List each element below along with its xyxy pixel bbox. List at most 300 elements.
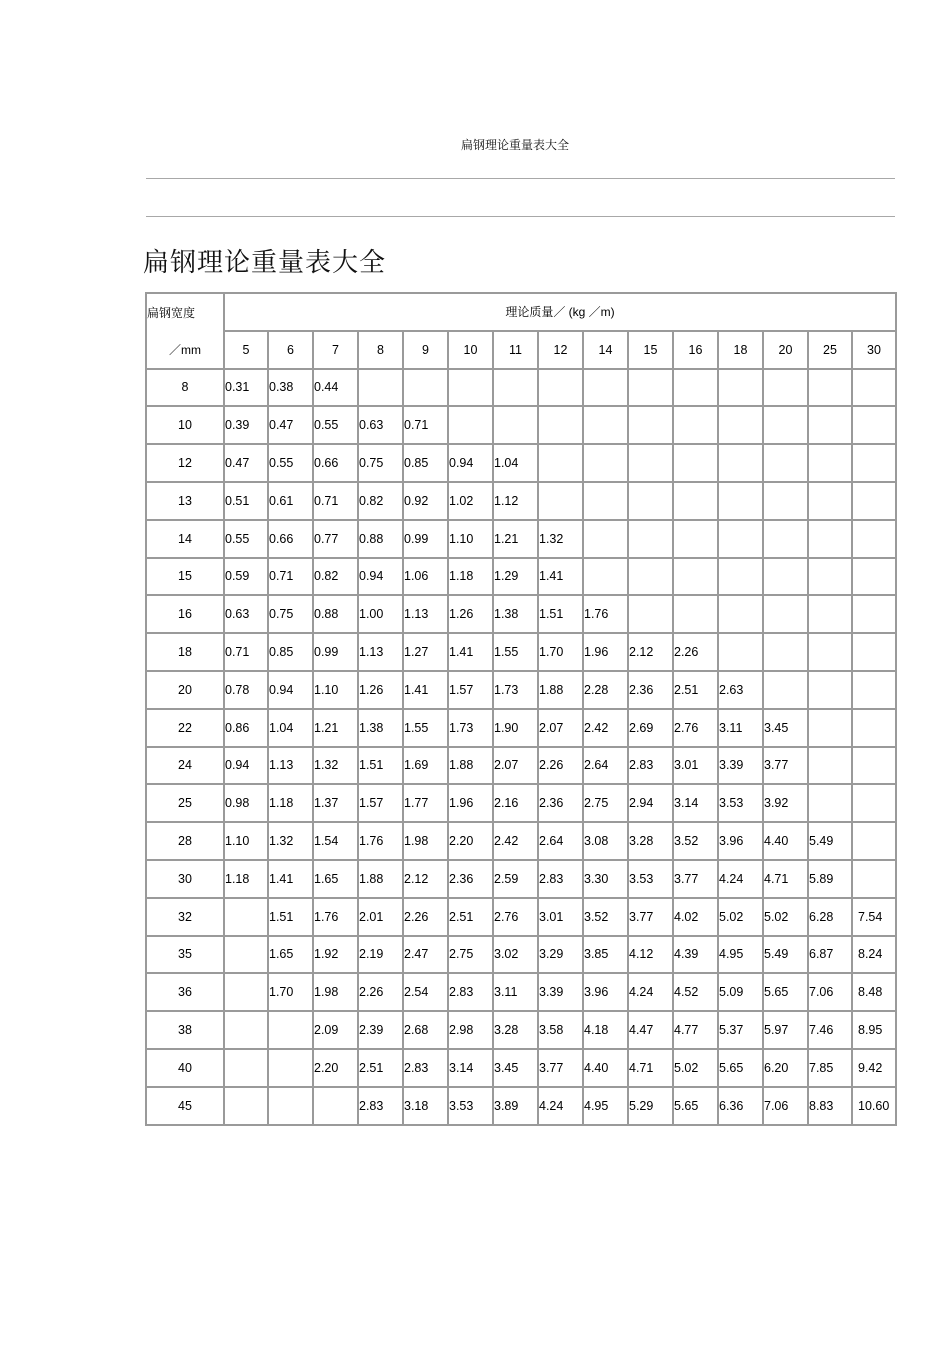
weight-cell: 1.10 <box>314 672 359 710</box>
weight-cell <box>674 407 719 445</box>
weight-cell: 2.51 <box>674 672 719 710</box>
weight-cell: 0.71 <box>225 634 269 672</box>
weight-cell: 1.57 <box>359 785 404 823</box>
corner-unit: ／mm <box>147 332 225 370</box>
weight-cell: 1.76 <box>359 823 404 861</box>
weight-cell: 3.28 <box>629 823 674 861</box>
weight-cell <box>853 710 897 748</box>
header-divider <box>146 178 895 179</box>
thickness-header: 6 <box>269 332 314 370</box>
weight-cell: 3.39 <box>539 974 584 1012</box>
weight-cell <box>674 483 719 521</box>
weight-cell: 1.32 <box>314 748 359 786</box>
weight-cell: 4.95 <box>719 937 764 975</box>
weight-cell: 3.28 <box>494 1012 539 1050</box>
weight-cell: 2.76 <box>674 710 719 748</box>
row-width: 28 <box>147 823 225 861</box>
weight-cell: 1.51 <box>269 899 314 937</box>
weight-cell: 2.09 <box>314 1012 359 1050</box>
weight-cell: 8.48 <box>853 974 897 1012</box>
row-width: 45 <box>147 1088 225 1126</box>
weight-cell: 0.75 <box>359 445 404 483</box>
weight-cell <box>629 445 674 483</box>
thickness-header: 12 <box>539 332 584 370</box>
weight-cell: 2.07 <box>539 710 584 748</box>
weight-cell: 3.01 <box>539 899 584 937</box>
weight-cell: 4.40 <box>764 823 809 861</box>
weight-cell: 2.51 <box>449 899 494 937</box>
weight-cell: 0.78 <box>225 672 269 710</box>
weight-cell: 2.83 <box>629 748 674 786</box>
weight-cell <box>853 748 897 786</box>
weight-cell: 2.01 <box>359 899 404 937</box>
weight-cell: 3.29 <box>539 937 584 975</box>
weight-cell: 4.12 <box>629 937 674 975</box>
weight-cell: 3.77 <box>674 861 719 899</box>
weight-cell: 1.10 <box>225 823 269 861</box>
weight-cell: 1.18 <box>449 559 494 597</box>
weight-cell: 2.07 <box>494 748 539 786</box>
weight-cell: 4.95 <box>584 1088 629 1126</box>
weight-cell: 2.36 <box>449 861 494 899</box>
weight-cell: 2.59 <box>494 861 539 899</box>
weight-cell: 1.38 <box>359 710 404 748</box>
weight-cell: 1.55 <box>494 634 539 672</box>
weight-cell: 3.30 <box>584 861 629 899</box>
weight-cell <box>809 672 853 710</box>
weight-cell <box>584 559 629 597</box>
weight-cell: 3.14 <box>674 785 719 823</box>
weight-cell: 1.70 <box>539 634 584 672</box>
weight-cell: 3.85 <box>584 937 629 975</box>
weight-cell: 0.99 <box>404 521 449 559</box>
table-row <box>147 483 897 521</box>
weight-cell <box>539 370 584 408</box>
weight-cell: 2.76 <box>494 899 539 937</box>
weight-cell: 3.77 <box>629 899 674 937</box>
weight-cell: 1.88 <box>449 748 494 786</box>
weight-cell: 3.52 <box>674 823 719 861</box>
weight-cell: 3.58 <box>539 1012 584 1050</box>
weight-cell: 1.90 <box>494 710 539 748</box>
weight-cell: 1.18 <box>225 861 269 899</box>
weight-cell: 2.19 <box>359 937 404 975</box>
weight-cell: 5.65 <box>764 974 809 1012</box>
row-width: 16 <box>147 596 225 634</box>
mass-header: 理论质量／ (kg ／m) <box>225 294 897 332</box>
weight-cell: 4.77 <box>674 1012 719 1050</box>
weight-cell: 0.88 <box>359 521 404 559</box>
weight-cell <box>764 559 809 597</box>
weight-cell: 1.26 <box>359 672 404 710</box>
weight-cell <box>853 823 897 861</box>
table-row <box>147 407 897 445</box>
weight-cell: 1.37 <box>314 785 359 823</box>
weight-cell: 7.85 <box>809 1050 853 1088</box>
weight-cell: 10.60 <box>853 1088 897 1126</box>
weight-cell: 0.63 <box>359 407 404 445</box>
weight-cell: 4.47 <box>629 1012 674 1050</box>
table-row <box>147 672 897 710</box>
weight-cell: 1.12 <box>494 483 539 521</box>
weight-cell: 0.92 <box>404 483 449 521</box>
weight-cell <box>225 974 269 1012</box>
weight-cell <box>359 370 404 408</box>
table-row <box>147 596 897 634</box>
weight-cell: 3.01 <box>674 748 719 786</box>
weight-cell: 1.65 <box>314 861 359 899</box>
weight-cell: 1.92 <box>314 937 359 975</box>
thickness-header: 11 <box>494 332 539 370</box>
weight-cell: 1.41 <box>269 861 314 899</box>
weight-cell <box>449 370 494 408</box>
weight-cell: 4.02 <box>674 899 719 937</box>
corner-label: 扁钢宽度 <box>147 294 225 332</box>
weight-cell: 0.98 <box>225 785 269 823</box>
weight-cell <box>539 407 584 445</box>
weight-cell <box>853 521 897 559</box>
weight-cell: 0.59 <box>225 559 269 597</box>
weight-cell <box>764 634 809 672</box>
weight-cell <box>853 672 897 710</box>
weight-cell: 2.75 <box>449 937 494 975</box>
thickness-header: 9 <box>404 332 449 370</box>
weight-cell <box>584 483 629 521</box>
weight-cell: 6.28 <box>809 899 853 937</box>
weight-cell: 2.12 <box>629 634 674 672</box>
weight-cell <box>764 483 809 521</box>
weight-cell: 5.65 <box>719 1050 764 1088</box>
weight-cell <box>269 1088 314 1126</box>
weight-cell: 5.89 <box>809 861 853 899</box>
weight-cell: 1.98 <box>404 823 449 861</box>
weight-cell: 1.13 <box>359 634 404 672</box>
weight-cell: 0.94 <box>225 748 269 786</box>
weight-cell: 7.06 <box>764 1088 809 1126</box>
weight-cell: 1.73 <box>449 710 494 748</box>
weight-cell <box>853 559 897 597</box>
weight-cell <box>314 1088 359 1126</box>
weight-cell: 4.24 <box>629 974 674 1012</box>
weight-cell: 0.75 <box>269 596 314 634</box>
weight-cell: 1.27 <box>404 634 449 672</box>
weight-cell: 1.76 <box>584 596 629 634</box>
weight-cell: 1.57 <box>449 672 494 710</box>
weight-cell: 2.26 <box>539 748 584 786</box>
row-width: 10 <box>147 407 225 445</box>
table-row <box>147 861 897 899</box>
weight-cell <box>225 899 269 937</box>
weight-cell: 3.89 <box>494 1088 539 1126</box>
weight-cell <box>809 634 853 672</box>
weight-cell: 3.77 <box>764 748 809 786</box>
weight-cell: 3.11 <box>494 974 539 1012</box>
weight-cell: 1.76 <box>314 899 359 937</box>
weight-cell: 5.02 <box>764 899 809 937</box>
weight-cell <box>539 483 584 521</box>
weight-cell: 1.32 <box>269 823 314 861</box>
weight-cell <box>809 559 853 597</box>
weight-cell: 4.24 <box>719 861 764 899</box>
weight-cell: 1.13 <box>269 748 314 786</box>
weight-cell <box>719 559 764 597</box>
flat-steel-weight-table <box>145 292 897 1126</box>
table-row <box>147 1050 897 1088</box>
weight-cell: 0.77 <box>314 521 359 559</box>
weight-cell <box>853 483 897 521</box>
weight-cell: 7.46 <box>809 1012 853 1050</box>
weight-cell: 8.83 <box>809 1088 853 1126</box>
weight-cell <box>674 596 719 634</box>
weight-cell: 0.55 <box>314 407 359 445</box>
weight-cell <box>853 407 897 445</box>
weight-cell: 5.49 <box>809 823 853 861</box>
table-row <box>147 370 897 408</box>
weight-cell: 1.18 <box>269 785 314 823</box>
table-row <box>147 710 897 748</box>
header-row-thickness <box>147 332 897 370</box>
weight-cell: 2.26 <box>359 974 404 1012</box>
weight-cell: 4.40 <box>584 1050 629 1088</box>
weight-cell <box>629 370 674 408</box>
weight-cell: 3.52 <box>584 899 629 937</box>
weight-cell: 8.24 <box>853 937 897 975</box>
weight-cell: 2.20 <box>449 823 494 861</box>
weight-cell: 2.36 <box>629 672 674 710</box>
weight-cell: 5.65 <box>674 1088 719 1126</box>
weight-cell: 7.06 <box>809 974 853 1012</box>
table-row <box>147 748 897 786</box>
weight-cell <box>584 521 629 559</box>
weight-cell: 1.51 <box>539 596 584 634</box>
weight-cell <box>719 483 764 521</box>
header-row-mass <box>147 294 897 332</box>
running-header: 扁钢理论重量表大全 <box>460 138 569 152</box>
weight-cell: 1.02 <box>449 483 494 521</box>
weight-cell: 3.18 <box>404 1088 449 1126</box>
weight-cell <box>225 1012 269 1050</box>
weight-cell <box>809 785 853 823</box>
row-width: 40 <box>147 1050 225 1088</box>
weight-cell: 4.18 <box>584 1012 629 1050</box>
weight-cell: 1.06 <box>404 559 449 597</box>
weight-cell: 2.63 <box>719 672 764 710</box>
weight-cell: 2.69 <box>629 710 674 748</box>
weight-cell <box>719 596 764 634</box>
row-width: 24 <box>147 748 225 786</box>
weight-cell: 6.87 <box>809 937 853 975</box>
weight-cell: 0.85 <box>404 445 449 483</box>
weight-cell <box>584 445 629 483</box>
weight-cell: 2.12 <box>404 861 449 899</box>
weight-cell: 0.66 <box>314 445 359 483</box>
weight-cell <box>764 672 809 710</box>
weight-cell: 3.45 <box>764 710 809 748</box>
row-width: 15 <box>147 559 225 597</box>
weight-cell: 0.71 <box>314 483 359 521</box>
thickness-header: 16 <box>674 332 719 370</box>
weight-cell: 2.83 <box>539 861 584 899</box>
weight-cell: 0.94 <box>359 559 404 597</box>
weight-cell <box>853 596 897 634</box>
table-row <box>147 823 897 861</box>
weight-cell: 1.21 <box>314 710 359 748</box>
weight-cell <box>764 596 809 634</box>
weight-cell: 4.39 <box>674 937 719 975</box>
weight-cell: 1.04 <box>269 710 314 748</box>
table-row <box>147 445 897 483</box>
thickness-header: 15 <box>629 332 674 370</box>
weight-cell: 0.47 <box>225 445 269 483</box>
weight-cell <box>629 596 674 634</box>
weight-cell: 9.42 <box>853 1050 897 1088</box>
weight-cell: 3.14 <box>449 1050 494 1088</box>
weight-cell <box>629 559 674 597</box>
table-row <box>147 937 897 975</box>
weight-cell: 5.02 <box>719 899 764 937</box>
weight-cell: 2.64 <box>539 823 584 861</box>
weight-cell: 1.88 <box>539 672 584 710</box>
row-width: 13 <box>147 483 225 521</box>
row-width: 30 <box>147 861 225 899</box>
weight-cell: 0.55 <box>269 445 314 483</box>
weight-cell: 1.29 <box>494 559 539 597</box>
weight-cell: 3.53 <box>629 861 674 899</box>
weight-cell <box>719 407 764 445</box>
weight-cell: 1.51 <box>359 748 404 786</box>
weight-cell: 1.41 <box>539 559 584 597</box>
row-width: 12 <box>147 445 225 483</box>
weight-cell <box>809 710 853 748</box>
weight-cell <box>764 445 809 483</box>
weight-cell: 2.64 <box>584 748 629 786</box>
weight-cell: 3.92 <box>764 785 809 823</box>
weight-cell: 3.08 <box>584 823 629 861</box>
weight-cell <box>764 370 809 408</box>
weight-cell: 1.70 <box>269 974 314 1012</box>
weight-cell: 0.61 <box>269 483 314 521</box>
weight-cell: 1.73 <box>494 672 539 710</box>
weight-cell: 0.38 <box>269 370 314 408</box>
table-row <box>147 634 897 672</box>
weight-cell: 1.32 <box>539 521 584 559</box>
weight-cell: 6.20 <box>764 1050 809 1088</box>
row-width: 18 <box>147 634 225 672</box>
row-width: 35 <box>147 937 225 975</box>
weight-cell: 0.85 <box>269 634 314 672</box>
weight-cell <box>719 370 764 408</box>
weight-cell <box>269 1050 314 1088</box>
table-row <box>147 899 897 937</box>
weight-cell: 1.21 <box>494 521 539 559</box>
weight-cell <box>629 407 674 445</box>
weight-cell: 1.38 <box>494 596 539 634</box>
weight-cell: 3.53 <box>719 785 764 823</box>
row-width: 8 <box>147 370 225 408</box>
weight-cell <box>674 370 719 408</box>
weight-cell <box>225 937 269 975</box>
weight-cell: 4.71 <box>764 861 809 899</box>
weight-cell: 1.55 <box>404 710 449 748</box>
table-row <box>147 521 897 559</box>
row-width: 20 <box>147 672 225 710</box>
weight-cell <box>853 370 897 408</box>
weight-cell: 1.13 <box>404 596 449 634</box>
weight-cell <box>809 483 853 521</box>
weight-cell: 5.02 <box>674 1050 719 1088</box>
weight-cell: 1.41 <box>404 672 449 710</box>
weight-cell <box>809 748 853 786</box>
weight-cell: 0.47 <box>269 407 314 445</box>
weight-cell: 2.54 <box>404 974 449 1012</box>
weight-cell <box>809 596 853 634</box>
weight-cell <box>809 407 853 445</box>
weight-cell: 2.16 <box>494 785 539 823</box>
weight-cell: 0.39 <box>225 407 269 445</box>
row-width: 14 <box>147 521 225 559</box>
weight-cell: 0.51 <box>225 483 269 521</box>
weight-cell: 3.77 <box>539 1050 584 1088</box>
weight-cell: 2.98 <box>449 1012 494 1050</box>
weight-cell <box>764 407 809 445</box>
weight-cell <box>629 483 674 521</box>
weight-cell: 0.55 <box>225 521 269 559</box>
thickness-header: 7 <box>314 332 359 370</box>
weight-cell <box>719 445 764 483</box>
weight-cell: 0.71 <box>404 407 449 445</box>
weight-cell: 5.09 <box>719 974 764 1012</box>
thickness-header: 14 <box>584 332 629 370</box>
weight-cell: 2.75 <box>584 785 629 823</box>
thickness-header: 10 <box>449 332 494 370</box>
weight-cell: 0.82 <box>314 559 359 597</box>
weight-cell: 2.68 <box>404 1012 449 1050</box>
table-row <box>147 559 897 597</box>
weight-cell: 0.44 <box>314 370 359 408</box>
weight-cell: 1.96 <box>449 785 494 823</box>
weight-cell: 2.83 <box>449 974 494 1012</box>
weight-cell <box>269 1012 314 1050</box>
weight-cell: 3.96 <box>719 823 764 861</box>
weight-cell <box>853 445 897 483</box>
weight-cell: 4.71 <box>629 1050 674 1088</box>
weight-cell: 4.24 <box>539 1088 584 1126</box>
weight-cell <box>494 370 539 408</box>
weight-cell: 5.97 <box>764 1012 809 1050</box>
weight-cell: 1.41 <box>449 634 494 672</box>
weight-cell: 4.52 <box>674 974 719 1012</box>
weight-cell <box>719 521 764 559</box>
weight-cell: 3.96 <box>584 974 629 1012</box>
weight-cell: 1.88 <box>359 861 404 899</box>
weight-cell <box>853 634 897 672</box>
weight-cell: 3.45 <box>494 1050 539 1088</box>
weight-cell <box>404 370 449 408</box>
weight-cell: 0.82 <box>359 483 404 521</box>
row-width: 22 <box>147 710 225 748</box>
weight-cell <box>719 634 764 672</box>
weight-cell: 0.63 <box>225 596 269 634</box>
weight-cell <box>494 407 539 445</box>
weight-cell: 1.10 <box>449 521 494 559</box>
weight-cell <box>809 445 853 483</box>
weight-cell <box>809 370 853 408</box>
weight-cell: 2.20 <box>314 1050 359 1088</box>
weight-cell: 1.98 <box>314 974 359 1012</box>
weight-cell: 2.47 <box>404 937 449 975</box>
thickness-header: 8 <box>359 332 404 370</box>
thickness-header: 25 <box>809 332 853 370</box>
